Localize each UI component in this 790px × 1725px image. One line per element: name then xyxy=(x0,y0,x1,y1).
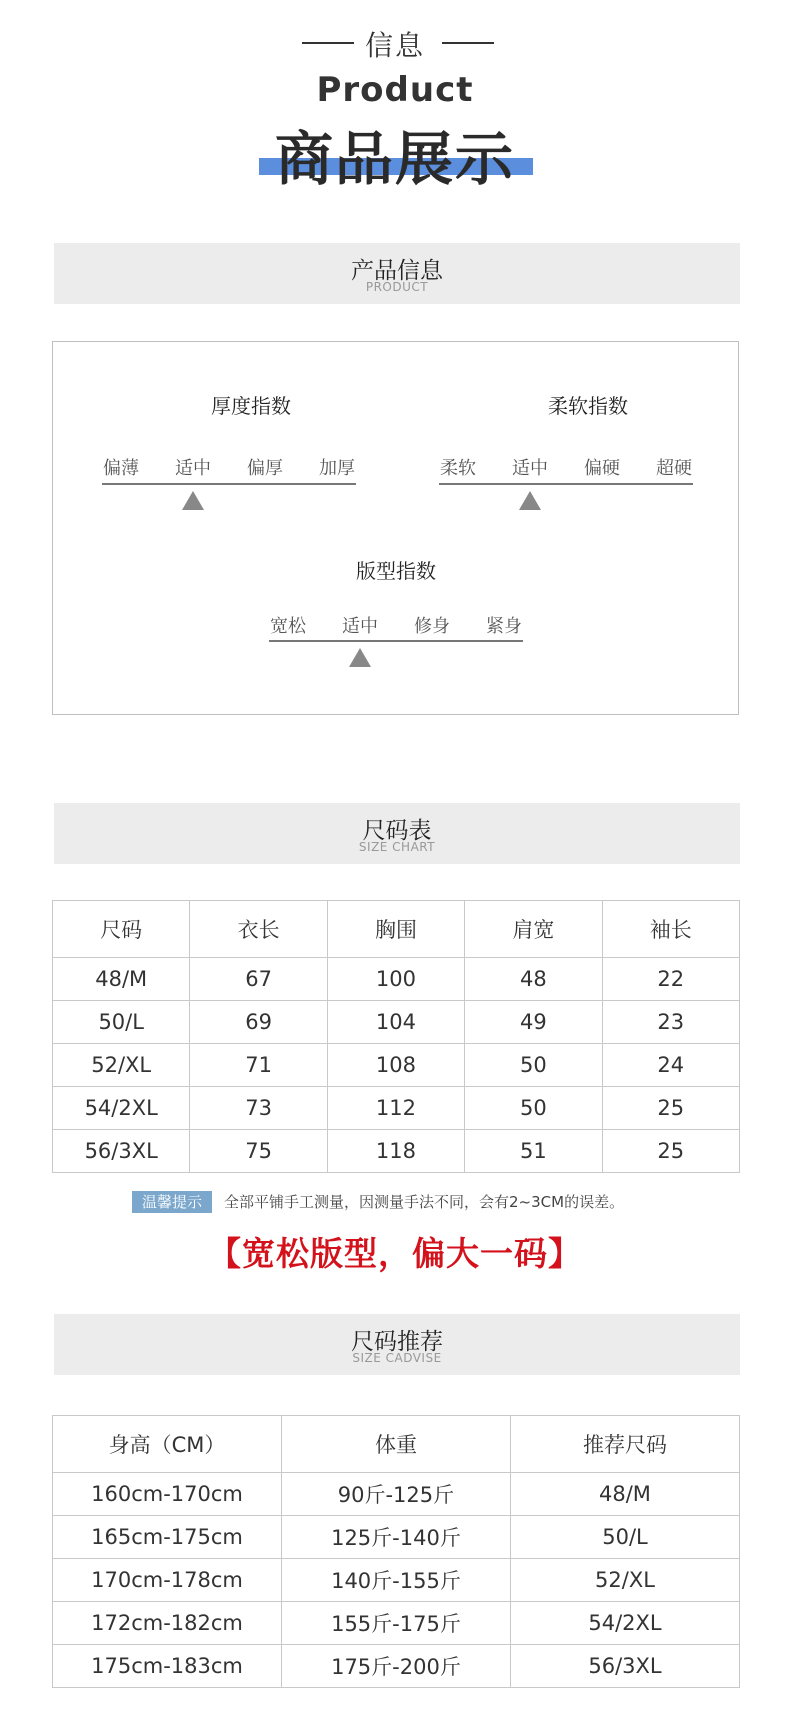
band-title: 产品信息 xyxy=(351,258,443,284)
softness-option: 适中 xyxy=(512,458,548,479)
table-cell: 118 xyxy=(327,1130,464,1173)
table-cell: 90斤-125斤 xyxy=(281,1473,510,1516)
table-cell: 54/2XL xyxy=(53,1087,190,1130)
fit-indicator-icon xyxy=(349,648,371,667)
table-row xyxy=(53,1130,740,1173)
thickness-option: 偏薄 xyxy=(103,458,139,479)
table-cell: 75 xyxy=(190,1130,327,1173)
table-cell: 104 xyxy=(327,1001,464,1044)
table-cell: 23 xyxy=(602,1001,739,1044)
table-cell: 71 xyxy=(190,1044,327,1087)
table-row xyxy=(53,1087,740,1130)
table-cell: 49 xyxy=(465,1001,602,1044)
table-cell: 48/M xyxy=(53,958,190,1001)
band-subtitle: SIZE CADVISE xyxy=(352,1351,442,1365)
table-cell: 175斤-200斤 xyxy=(281,1645,510,1688)
tip-text: 全部平铺手工测量，因测量手法不同，会有2~3CM的误差。 xyxy=(224,1193,625,1211)
page-title: 商品展示 xyxy=(274,125,515,193)
thickness-option: 偏厚 xyxy=(247,458,283,479)
table-cell: 108 xyxy=(327,1044,464,1087)
column-header: 衣长 xyxy=(190,901,327,958)
table-cell: 50/L xyxy=(53,1001,190,1044)
table-header-row xyxy=(53,1416,740,1473)
table-header-row xyxy=(53,901,740,958)
table-row xyxy=(53,1559,740,1602)
fit-option: 宽松 xyxy=(270,616,306,637)
loose-fit-notice: 【宽松版型，偏大一码】 xyxy=(208,1234,582,1273)
thickness-indicator-icon xyxy=(182,491,204,510)
thickness-option: 适中 xyxy=(175,458,211,479)
table-cell: 140斤-155斤 xyxy=(281,1559,510,1602)
header-right-rule xyxy=(442,42,494,44)
table-row xyxy=(53,1473,740,1516)
fit-option: 修身 xyxy=(414,616,450,637)
thickness-option: 加厚 xyxy=(319,458,355,479)
column-header: 肩宽 xyxy=(465,901,602,958)
size-chart-band xyxy=(54,803,740,864)
table-cell: 125斤-140斤 xyxy=(281,1516,510,1559)
column-header: 身高（CM） xyxy=(53,1416,282,1473)
header-info-label: 信息 xyxy=(364,29,425,62)
table-cell: 48 xyxy=(465,958,602,1001)
table-cell: 172cm-182cm xyxy=(53,1602,282,1645)
softness-option: 柔软 xyxy=(440,458,476,479)
table-cell: 22 xyxy=(602,958,739,1001)
band-title: 尺码推荐 xyxy=(351,1329,443,1355)
column-header: 尺码 xyxy=(53,901,190,958)
table-cell: 54/2XL xyxy=(510,1602,739,1645)
table-cell: 73 xyxy=(190,1087,327,1130)
table-cell: 48/M xyxy=(510,1473,739,1516)
softness-scale-line xyxy=(439,483,693,485)
softness-option: 超硬 xyxy=(656,458,692,479)
table-cell: 52/XL xyxy=(510,1559,739,1602)
size-advise-table xyxy=(52,1415,740,1688)
table-row xyxy=(53,958,740,1001)
fit-index-title: 版型指数 xyxy=(356,559,436,583)
table-cell: 56/3XL xyxy=(510,1645,739,1688)
fit-scale-line xyxy=(269,640,523,642)
table-cell: 155斤-175斤 xyxy=(281,1602,510,1645)
thickness-scale-line xyxy=(102,483,356,485)
band-title: 尺码表 xyxy=(362,818,432,844)
thickness-index-title: 厚度指数 xyxy=(211,394,291,418)
table-row xyxy=(53,1044,740,1087)
product-index-panel xyxy=(52,341,739,715)
softness-index-title: 柔软指数 xyxy=(548,394,628,418)
table-cell: 170cm-178cm xyxy=(53,1559,282,1602)
column-header: 体重 xyxy=(281,1416,510,1473)
table-cell: 50 xyxy=(465,1087,602,1130)
fit-option: 适中 xyxy=(342,616,378,637)
column-header: 袖长 xyxy=(602,901,739,958)
softness-option: 偏硬 xyxy=(584,458,620,479)
table-cell: 100 xyxy=(327,958,464,1001)
band-subtitle: SIZE CHART xyxy=(358,840,436,854)
table-cell: 112 xyxy=(327,1087,464,1130)
size-advise-band xyxy=(54,1314,740,1375)
table-cell: 175cm-183cm xyxy=(53,1645,282,1688)
tip-badge: 温馨提示 xyxy=(132,1191,212,1213)
table-cell: 52/XL xyxy=(53,1044,190,1087)
table-cell: 50/L xyxy=(510,1516,739,1559)
column-header: 胸围 xyxy=(327,901,464,958)
table-cell: 51 xyxy=(465,1130,602,1173)
product-info-band xyxy=(54,243,740,304)
table-cell: 24 xyxy=(602,1044,739,1087)
table-row xyxy=(53,1516,740,1559)
table-cell: 50 xyxy=(465,1044,602,1087)
size-chart-table xyxy=(52,900,740,1173)
table-cell: 69 xyxy=(190,1001,327,1044)
softness-indicator-icon xyxy=(519,491,541,510)
table-cell: 56/3XL xyxy=(53,1130,190,1173)
band-subtitle: PRODUCT xyxy=(365,280,429,294)
table-cell: 160cm-170cm xyxy=(53,1473,282,1516)
column-header: 推荐尺码 xyxy=(510,1416,739,1473)
table-cell: 67 xyxy=(190,958,327,1001)
table-row xyxy=(53,1001,740,1044)
header-product-en: Product xyxy=(316,70,474,110)
table-cell: 165cm-175cm xyxy=(53,1516,282,1559)
table-cell: 25 xyxy=(602,1087,739,1130)
table-cell: 25 xyxy=(602,1130,739,1173)
table-row xyxy=(53,1645,740,1688)
table-row xyxy=(53,1602,740,1645)
fit-option: 紧身 xyxy=(486,616,522,637)
